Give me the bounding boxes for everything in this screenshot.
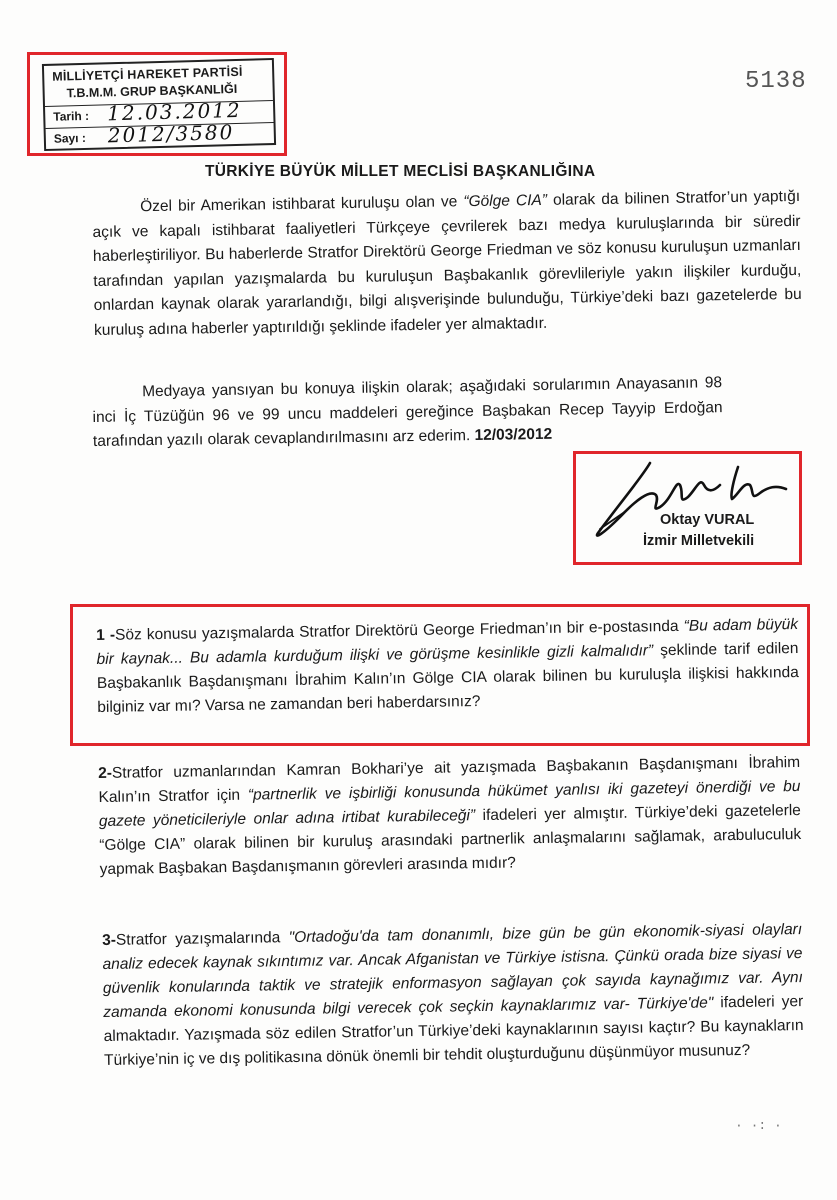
- intro-p1-quote: “Gölge CIA”: [463, 191, 548, 211]
- document-title: TÜRKİYE BÜYÜK MİLLET MECLİSİ BAŞKANLIĞINA: [205, 163, 596, 180]
- intro-p2-date: 12/03/2012: [474, 425, 553, 444]
- question-3-text-a: Stratfor yazışmalarında: [115, 929, 289, 949]
- intro-paragraph-2: [92, 371, 723, 454]
- question-2-text-a: Stratfor uzmanlarından Kamran Bokhari’ye ait yazışmada Başbakanın Başdanışmanı İbrahim Kalın’ın Stratfor için: [98, 753, 801, 806]
- footer-scan-mark: · ·: ·: [735, 1118, 782, 1133]
- stamp-group: T.B.M.M. GRUP BAŞKANLIĞI: [66, 81, 238, 101]
- intro-paragraph-1: [92, 185, 802, 343]
- question-1-text-a: Söz konusu yazışmalarda Stratfor Direktörü George Friedman’ın bir e-postasında: [114, 617, 684, 644]
- stamp-party: MİLLİYETÇİ HAREKET PARTİSİ: [52, 64, 243, 84]
- question-3-quote: "Ortadoğu'da tam donanımlı, bize gün be gün ekonomik-siyasi olayları analiz edecek kaynak sıkıntımız var. Ancak Afganistan ve Türkiye istisna. Çünkü orada bize siyasi ve güvenlik konularında taktik ve stratejik enformasyon sağlayan çok sayıda kaynağımız var. Aynı zamanda ekonomi konusunda bilgi verecek çok seçkin kaynaklarımız var- Türkiye'de": [102, 921, 803, 1021]
- question-2-text-b: ifadeleri yer almıştır. Türkiye’deki gazetelerle “Gölge CIA” olarak bilinen bir kuruluş arasındaki partnerlik anlaşmalarını sağlamak, arabuluculuk yapmak Başbakan Başdanışmanın görevleri arasında mıdır?: [99, 801, 802, 878]
- stamp-date-label: Tarih :: [53, 108, 90, 124]
- question-1-number: 1 -: [96, 626, 116, 644]
- question-2-quote: “partnerlik ve işbirliği konusunda hükümet yanlısı iki gazeteyi önerdiği ve bu gazete yöneticileriyle onlar adına irtibat kurabileceği”: [98, 777, 801, 830]
- question-3: [102, 918, 804, 1073]
- stamp-number-label: Sayı :: [53, 130, 87, 146]
- question-3-number: 3-: [102, 931, 117, 949]
- intro-p1-text-b: olarak da bilinen Stratfor’un yaptığı açık ve kapalı istihbarat faaliyetleri Türkçeye çevrilerek bazı medya kuruluşlarında bir süredir haberleştiriliyor. Bu haberlerde Stratfor Direktörü George Friedman ve söz konusu kuruluşun uzmanları tarafından yapılan yazışmalarda bu kuruluşun Başbakanlık görevlileriyle yakın ilişkiler kurduğu, onlardan kaynak olarak yararlandığı, bilgi alışverişinde bulunduğu, Türkiye’deki bazı gazetelerde bu kuruluş adına haberler yaptırıldığı şeklinde ifadeler yer almaktadır.: [92, 187, 802, 339]
- question-1-quote: “Bu adam büyük bir kaynak... Bu adamla kurduğum ilişki ve görüşme kesinlikle gizli kalmalıdır”: [96, 615, 799, 668]
- registry-stamp: [42, 58, 276, 151]
- intro-p2-text: Medyaya yansıyan bu konuya ilişkin olarak; aşağıdaki sorularımın Anayasanın 98 inci İç Tüzüğün 96 ve 99 uncu maddeleri gereğince Başbakan Recep Tayyip Erdoğan tarafından yazılı olarak cevaplandırılmasını arz ederim.: [92, 374, 723, 450]
- signature-title: İzmir Milletvekili: [643, 533, 755, 549]
- stamp-number-value: 2012/3580: [107, 120, 235, 148]
- question-1: [96, 613, 799, 720]
- stamp-date-value: 12.03.2012: [106, 97, 242, 126]
- question-2: [98, 751, 802, 882]
- question-3-text-b: ifadeleri yer almaktadır. Yazışmada söz edilen Stratfor’un Türkiye’deki kaynaklarının sayısı kaçtır? Bu kaynakların Türkiye’nin iç ve dış politikasına dönük önemli bir tehdit oluşturduğunu düşünmüyor musunuz?: [103, 992, 804, 1069]
- question-2-number: 2-: [98, 764, 113, 782]
- intro-p1-text-a: Özel bir Amerikan istihbarat kuruluşu olan ve: [140, 193, 464, 216]
- signature-name: Oktay VURAL: [660, 512, 755, 528]
- question-1-text-b: şeklinde tarif edilen Başbakanlık Başdanışmanı İbrahim Kalın’ın Gölge CIA olarak bilinen bu kuruluşla ilişkisi hakkında bilginiz var mı? Varsa ne zamandan beri haberdarsınız?: [96, 639, 799, 716]
- document-number: 5138: [745, 68, 807, 95]
